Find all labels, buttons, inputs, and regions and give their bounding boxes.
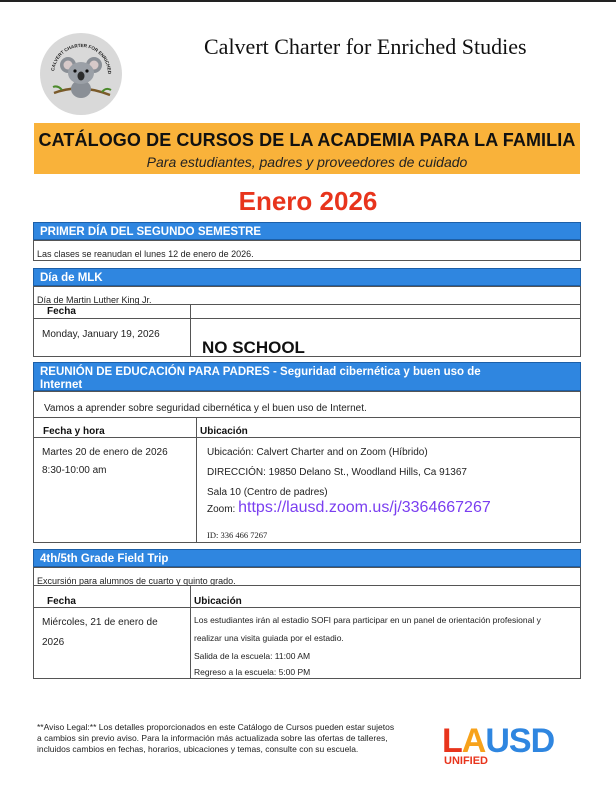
meeting-location-line: Ubicación: Calvert Charter and on Zoom (Híbrido) [207, 447, 428, 458]
divider [33, 607, 581, 608]
legal-notice-line: **Aviso Legal:** Los detalles proporcionados en este Catálogo de Cursos pueden estar sujetos [37, 722, 395, 732]
koala-logo-icon [40, 33, 122, 115]
meeting-col-date: Fecha y hora [43, 426, 105, 437]
catalog-banner [34, 123, 580, 174]
divider [33, 437, 581, 438]
field-trip-detail: Los estudiantes irán al estadio SOFI para participar en un panel de orientación profesional y [194, 615, 541, 625]
lausd-logo-usd: USD [485, 722, 555, 760]
school-name: Calvert Charter for Enriched Studies [204, 34, 527, 59]
school-logo [40, 33, 122, 115]
parent-meeting-description: Vamos a aprender sobre seguridad cibernética y el buen uso de Internet. [44, 403, 367, 414]
field-trip-date-line2: 2026 [42, 637, 65, 648]
zoom-link[interactable]: https://lausd.zoom.us/j/3364667267 [238, 499, 491, 516]
section-header-parent-meeting [33, 362, 581, 391]
meeting-address-line: DIRECCIÓN: 19850 Delano St., Woodland Hills, Ca 91367 [207, 467, 467, 478]
catalog-subtitle: Para estudiantes, padres y proveedores de cuidado [146, 154, 468, 170]
catalog-title: CATÁLOGO DE CURSOS DE LA ACADEMIA PARA LA FAMILIA [38, 130, 576, 150]
meeting-date: Martes 20 de enero de 2026 [42, 447, 168, 458]
divider [190, 304, 191, 357]
field-trip-date-line1: Miércoles, 21 de enero de [42, 617, 158, 628]
meeting-col-location: Ubicación [200, 426, 248, 437]
divider [33, 417, 581, 418]
parent-meeting-title-line2: Internet [40, 379, 83, 391]
lausd-logo [440, 718, 580, 768]
parent-meeting-title-line1: REUNIÓN DE EDUCACIÓN PARA PADRES - Seguridad cibernética y buen uso de [40, 366, 481, 378]
field-trip-departure: Salida de la escuela: 11:00 AM [194, 651, 311, 661]
lausd-logo-l: L [442, 722, 462, 760]
top-rule [0, 0, 616, 2]
section-header-field-trip: 4th/5th Grade Field Trip [33, 549, 581, 567]
meeting-time: 8:30-10:00 am [42, 465, 107, 476]
mlk-description: Día de Martin Luther King Jr. [37, 295, 152, 305]
section-header-first-day: PRIMER DÍA DEL SEGUNDO SEMESTRE [33, 222, 581, 240]
legal-notice [37, 722, 437, 755]
logo-text: CALVERT CHARTER FOR ENRICHED [50, 42, 113, 75]
section-header-mlk: Día de MLK [33, 268, 581, 286]
field-trip-description: Excursión para alumnos de cuarto y quinto grado. [37, 576, 236, 586]
meeting-room-line: Sala 10 (Centro de padres) [207, 487, 328, 498]
field-trip-col-date: Fecha [47, 596, 76, 607]
field-trip-col-location: Ubicación [194, 596, 242, 607]
zoom-label: Zoom: [207, 504, 236, 515]
divider [33, 304, 581, 305]
divider [190, 585, 191, 679]
field-trip-return: Regreso a la escuela: 5:00 PM [194, 667, 311, 677]
month-heading: Enero 2026 [238, 186, 378, 216]
divider [33, 585, 581, 586]
first-day-description: Las clases se reanudan el lunes 12 de enero de 2026. [37, 249, 254, 259]
legal-notice-line: incluidos cambios en fechas, horarios, ubicaciones y temas, consulte con su escuela. [37, 744, 359, 754]
no-school-notice: NO SCHOOL [202, 338, 305, 357]
field-trip-detail: realizar una visita guiada por el estadio. [194, 633, 344, 643]
mlk-date-value: Monday, January 19, 2026 [42, 329, 160, 340]
divider [33, 318, 581, 319]
meeting-zoom-line [207, 499, 491, 517]
lausd-logo-sub: UNIFIED [444, 755, 488, 767]
divider [196, 417, 197, 543]
lausd-logo-text: LAUSD [440, 718, 444, 719]
lausd-logo-a: A [461, 722, 486, 760]
legal-notice-line: a cambios sin previo aviso. Para la información más actualizada sobre las ofertas de talleres, [37, 733, 388, 743]
mlk-date-label: Fecha [47, 306, 76, 317]
zoom-meeting-id: ID: 336 466 7267 [207, 530, 268, 540]
